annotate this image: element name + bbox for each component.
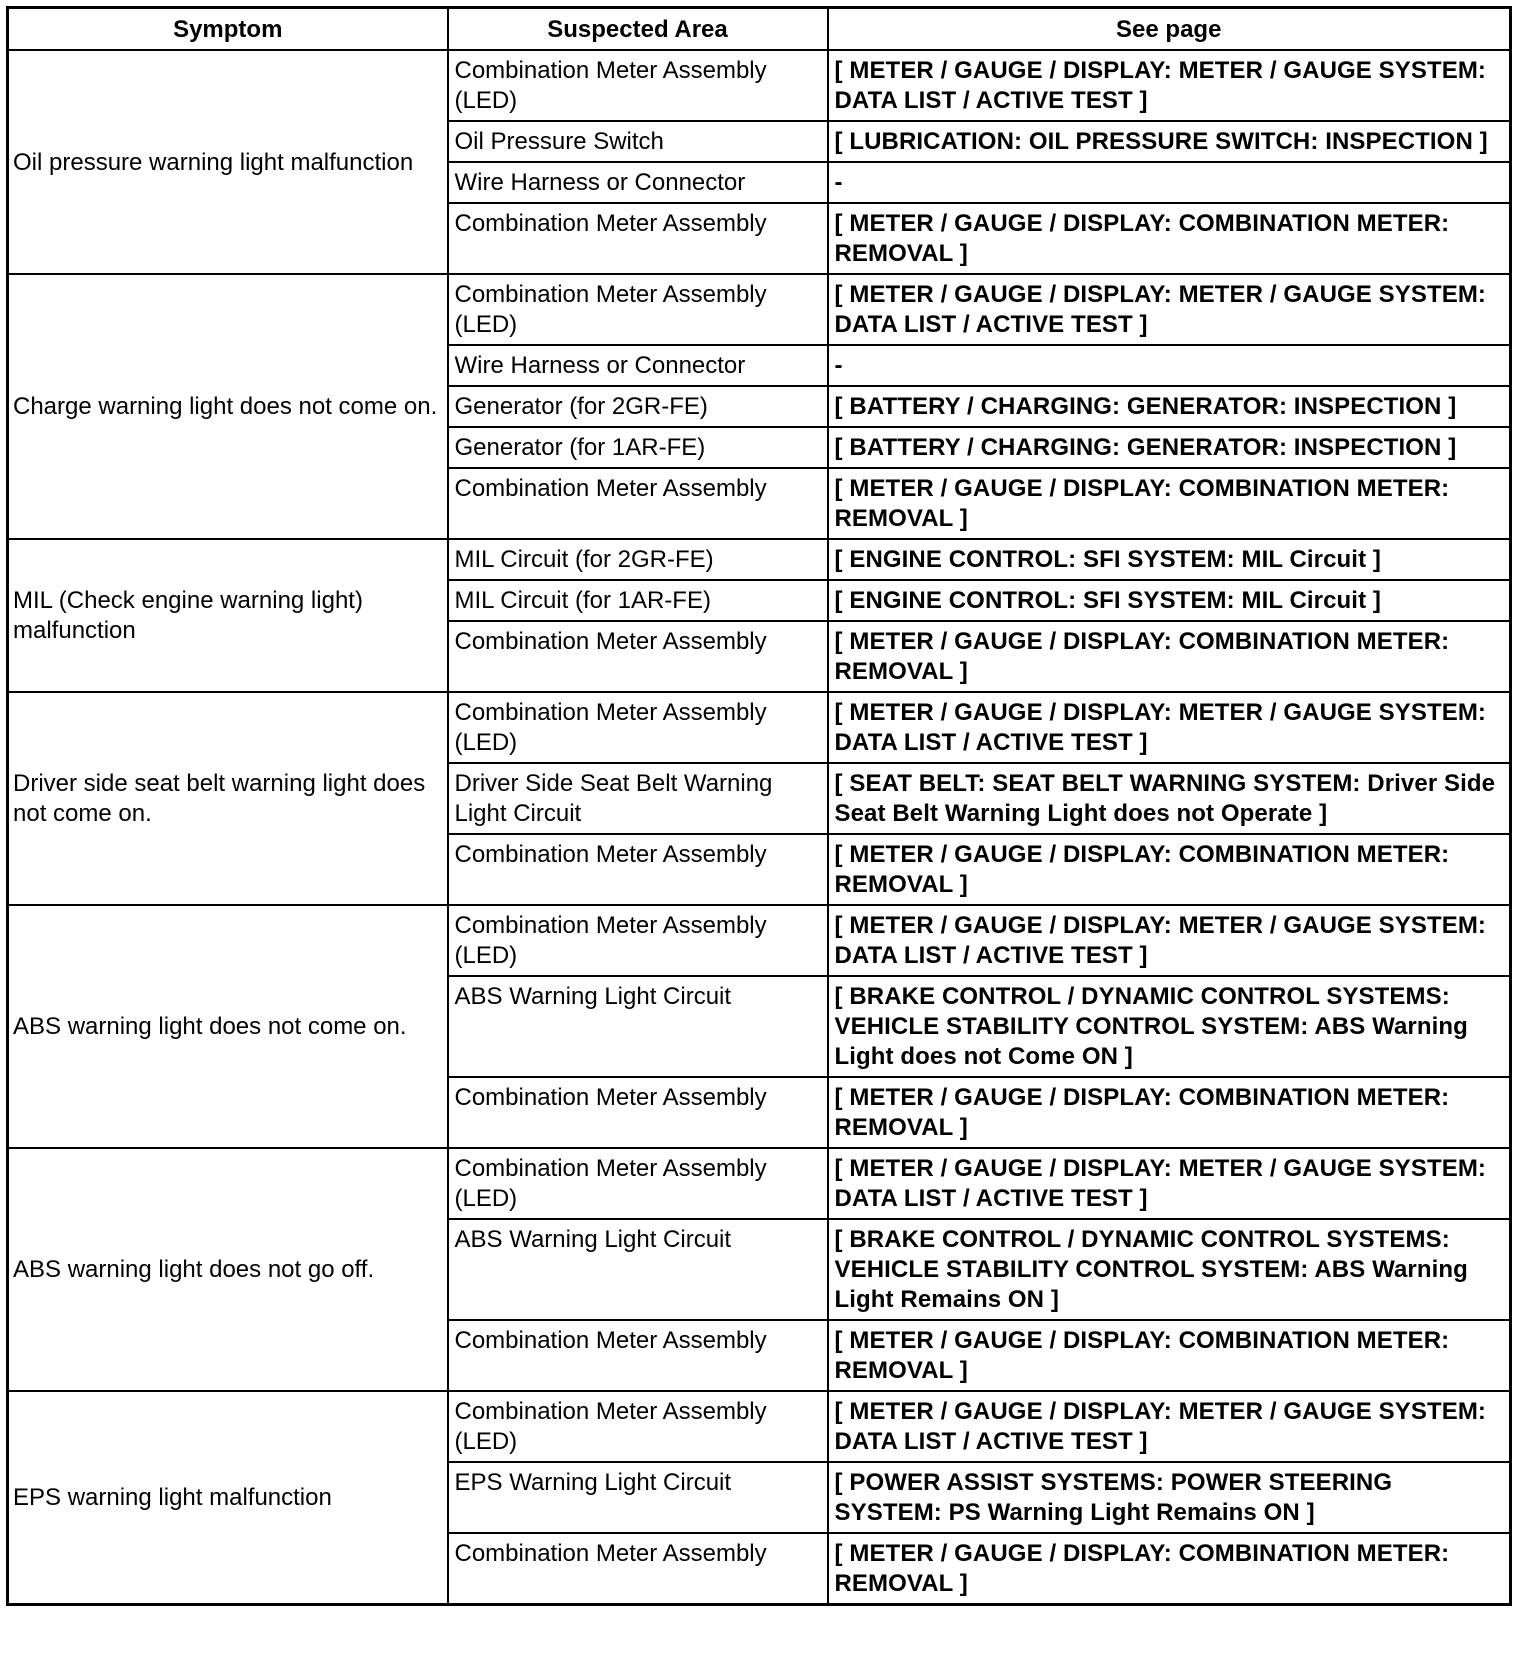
see-page-cell: [ METER / GAUGE / DISPLAY: METER / GAUGE SYSTEM: DATA LIST / ACTIVE TEST ] <box>828 50 1511 121</box>
suspected-area-cell: ABS Warning Light Circuit <box>448 976 828 1077</box>
see-page-cell: [ METER / GAUGE / DISPLAY: METER / GAUGE SYSTEM: DATA LIST / ACTIVE TEST ] <box>828 692 1511 763</box>
see-page-cell: [ POWER ASSIST SYSTEMS: POWER STEERING SYSTEM: PS Warning Light Remains ON ] <box>828 1462 1511 1533</box>
see-page-cell: [ BRAKE CONTROL / DYNAMIC CONTROL SYSTEMS: VEHICLE STABILITY CONTROL SYSTEM: ABS Warning Light Remains ON ] <box>828 1219 1511 1320</box>
suspected-area-cell: Combination Meter Assembly <box>448 834 828 905</box>
suspected-area-cell: MIL Circuit (for 1AR-FE) <box>448 580 828 621</box>
suspected-area-cell: Combination Meter Assembly (LED) <box>448 1391 828 1462</box>
suspected-area-cell: Wire Harness or Connector <box>448 162 828 203</box>
suspected-area-cell: EPS Warning Light Circuit <box>448 1462 828 1533</box>
header-see-page: See page <box>828 8 1511 51</box>
suspected-area-cell: Combination Meter Assembly <box>448 621 828 692</box>
see-page-cell: [ SEAT BELT: SEAT BELT WARNING SYSTEM: Driver Side Seat Belt Warning Light does not Operate ] <box>828 763 1511 834</box>
header-symptom: Symptom <box>8 8 448 51</box>
suspected-area-cell: Combination Meter Assembly <box>448 203 828 274</box>
table-row <box>8 50 1511 121</box>
see-page-cell: [ BATTERY / CHARGING: GENERATOR: INSPECTION ] <box>828 386 1511 427</box>
suspected-area-cell: Combination Meter Assembly (LED) <box>448 274 828 345</box>
table-row <box>8 539 1511 580</box>
suspected-area-cell: Driver Side Seat Belt Warning Light Circuit <box>448 763 828 834</box>
suspected-area-cell: Combination Meter Assembly <box>448 468 828 539</box>
see-page-cell: [ METER / GAUGE / DISPLAY: METER / GAUGE SYSTEM: DATA LIST / ACTIVE TEST ] <box>828 1391 1511 1462</box>
symptom-cell: Driver side seat belt warning light does not come on. <box>8 692 448 905</box>
suspected-area-cell: Combination Meter Assembly (LED) <box>448 905 828 976</box>
suspected-area-cell: ABS Warning Light Circuit <box>448 1219 828 1320</box>
table-row <box>8 692 1511 763</box>
suspected-area-cell: Combination Meter Assembly (LED) <box>448 50 828 121</box>
suspected-area-cell: Combination Meter Assembly (LED) <box>448 692 828 763</box>
see-page-cell: [ METER / GAUGE / DISPLAY: METER / GAUGE SYSTEM: DATA LIST / ACTIVE TEST ] <box>828 1148 1511 1219</box>
see-page-cell: [ METER / GAUGE / DISPLAY: METER / GAUGE SYSTEM: DATA LIST / ACTIVE TEST ] <box>828 905 1511 976</box>
see-page-cell: [ METER / GAUGE / DISPLAY: COMBINATION METER: REMOVAL ] <box>828 621 1511 692</box>
suspected-area-cell: Generator (for 2GR-FE) <box>448 386 828 427</box>
suspected-area-cell: Combination Meter Assembly <box>448 1320 828 1391</box>
suspected-area-cell: Combination Meter Assembly <box>448 1077 828 1148</box>
symptom-cell: MIL (Check engine warning light) malfunction <box>8 539 448 692</box>
suspected-area-cell: Generator (for 1AR-FE) <box>448 427 828 468</box>
table-row <box>8 905 1511 976</box>
see-page-cell: [ METER / GAUGE / DISPLAY: COMBINATION METER: REMOVAL ] <box>828 1320 1511 1391</box>
suspected-area-cell: Combination Meter Assembly <box>448 1533 828 1605</box>
table-row <box>8 1148 1511 1219</box>
suspected-area-cell: Combination Meter Assembly (LED) <box>448 1148 828 1219</box>
see-page-cell: [ LUBRICATION: OIL PRESSURE SWITCH: INSPECTION ] <box>828 121 1511 162</box>
see-page-cell: [ METER / GAUGE / DISPLAY: COMBINATION METER: REMOVAL ] <box>828 203 1511 274</box>
symptom-cell: Charge warning light does not come on. <box>8 274 448 539</box>
see-page-cell: [ METER / GAUGE / DISPLAY: COMBINATION METER: REMOVAL ] <box>828 834 1511 905</box>
see-page-cell: - <box>828 162 1511 203</box>
header-row <box>8 8 1511 51</box>
symptom-cell: ABS warning light does not go off. <box>8 1148 448 1391</box>
see-page-cell: [ METER / GAUGE / DISPLAY: COMBINATION METER: REMOVAL ] <box>828 1077 1511 1148</box>
symptom-cell: ABS warning light does not come on. <box>8 905 448 1148</box>
see-page-cell: [ ENGINE CONTROL: SFI SYSTEM: MIL Circuit ] <box>828 580 1511 621</box>
suspected-area-cell: Wire Harness or Connector <box>448 345 828 386</box>
see-page-cell: [ BATTERY / CHARGING: GENERATOR: INSPECTION ] <box>828 427 1511 468</box>
see-page-cell: [ METER / GAUGE / DISPLAY: COMBINATION METER: REMOVAL ] <box>828 468 1511 539</box>
suspected-area-cell: MIL Circuit (for 2GR-FE) <box>448 539 828 580</box>
table-body <box>8 50 1511 1605</box>
see-page-cell: [ ENGINE CONTROL: SFI SYSTEM: MIL Circuit ] <box>828 539 1511 580</box>
header-suspected-area: Suspected Area <box>448 8 828 51</box>
symptom-cell: Oil pressure warning light malfunction <box>8 50 448 274</box>
table-row <box>8 1391 1511 1462</box>
symptom-cell: EPS warning light malfunction <box>8 1391 448 1605</box>
see-page-cell: - <box>828 345 1511 386</box>
see-page-cell: [ METER / GAUGE / DISPLAY: COMBINATION METER: REMOVAL ] <box>828 1533 1511 1605</box>
troubleshooting-table <box>6 6 1512 1606</box>
table-header <box>8 8 1511 51</box>
see-page-cell: [ METER / GAUGE / DISPLAY: METER / GAUGE SYSTEM: DATA LIST / ACTIVE TEST ] <box>828 274 1511 345</box>
table-row <box>8 274 1511 345</box>
see-page-cell: [ BRAKE CONTROL / DYNAMIC CONTROL SYSTEMS: VEHICLE STABILITY CONTROL SYSTEM: ABS Warning Light does not Come ON ] <box>828 976 1511 1077</box>
document-page <box>6 6 1512 1606</box>
suspected-area-cell: Oil Pressure Switch <box>448 121 828 162</box>
